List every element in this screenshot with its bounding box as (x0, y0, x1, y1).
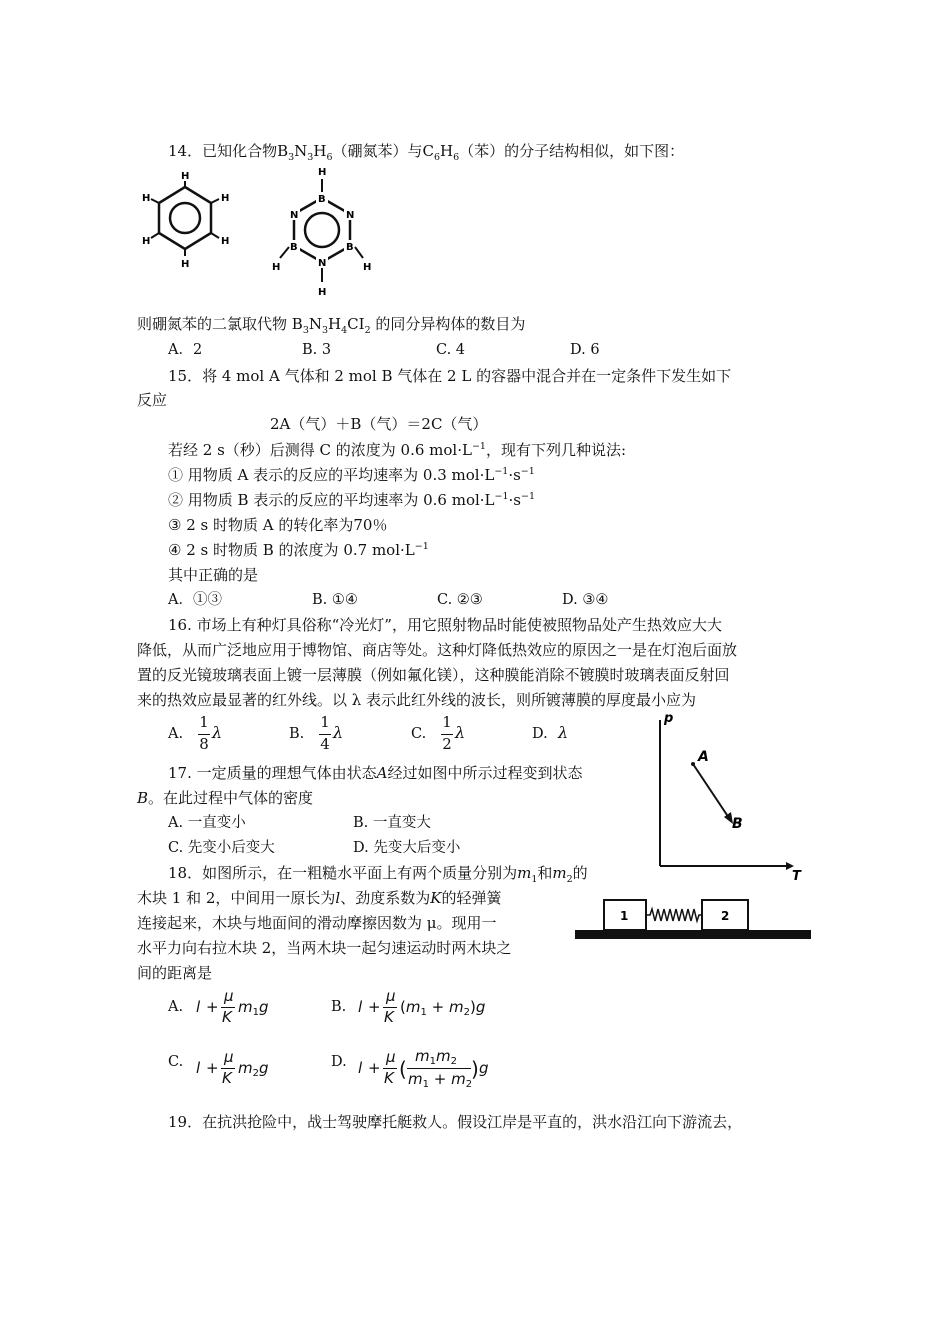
q14-question: 则硼氮苯的二氯取代物 $B_3N_3H_4CI_2$ 的同分异构体的数目为 (137, 315, 526, 336)
q18-option-b-formula: l + μ K $(m_1 + m_2)g$ (358, 987, 486, 1026)
temperature-axis-label: T (792, 869, 801, 884)
q15-statement-1: ① 用物质 A 表示的反应的平均速率为 0.3 $mol\cdot L^{-1}\cdot s^{-1}$ (168, 466, 535, 484)
q14-option-a: A．2 (168, 342, 203, 358)
boron-label: B (290, 242, 298, 253)
q17-stem-line2: B。在此过程中气体的密度 (137, 789, 314, 807)
q18-stem-line3: 连接起来，木块与地面间的滑动摩擦因数为 μ。现用一 (137, 914, 497, 932)
q15-option-a: A．①③ (168, 592, 222, 608)
hydrogen-label: H (221, 193, 230, 204)
q15-stem-line2: 反应 (137, 391, 168, 409)
q19-stem-line1: 19．在抗洪抢险中，战士驾驶摩托艇救人。假设江岸是平直的，洪水沿江向下游流去， (168, 1113, 743, 1131)
q17-option-d: D. 先变大后变小 (353, 840, 461, 856)
q16-stem-line2: 降低，从而广泛地应用于博物馆、商店等处。这种灯降低热效应的原因之一是在灯泡后面放 (137, 641, 738, 659)
state-b-label: B (732, 816, 743, 832)
q15-option-c: C. ②③ (437, 592, 483, 608)
q14-option-b: B. 3 (302, 342, 332, 358)
nitrogen-label: N (318, 258, 327, 269)
q16-option-b-formula: 1 4 λ (320, 713, 344, 753)
hydrogen-label: H (142, 193, 151, 204)
pressure-temperature-graph (648, 708, 808, 884)
q14-option-d: D. 6 (570, 342, 600, 358)
q15-question: 其中正确的是 (168, 566, 259, 584)
q15-option-d: D. ③④ (562, 592, 609, 608)
q18-stem-line4: 水平力向右拉木块 2，当两木块一起匀速运动时两木块之 (137, 939, 512, 957)
q17-stem-line1: 17. 一定质量的理想气体由状态A经过如图中所示过程变到状态 (168, 764, 583, 782)
block-2-label: 2 (721, 909, 730, 923)
state-a-label: A (698, 749, 709, 765)
q18-stem-line2: 木块 1 和 2，中间用一原长为l、劲度系数为K的轻弹簧 (137, 889, 502, 907)
hydrogen-label: H (318, 287, 327, 298)
q18-option-d-letter: D. (331, 1054, 347, 1070)
hydrogen-label: H (272, 262, 281, 273)
q17-option-b: B. 一直变大 (353, 815, 431, 831)
q16-option-b-letter: B. (289, 726, 305, 742)
block-1-label: 1 (620, 909, 629, 923)
q15-option-b: B. ①④ (312, 592, 358, 608)
hydrogen-label: H (318, 167, 327, 178)
q16-stem-line3: 置的反光镜玻璃表面上镀一层薄膜（例如氟化镁），这种膜能消除不镀膜时玻璃表面反射回 (137, 666, 730, 684)
boron-label: B (318, 194, 326, 205)
q16-option-d-letter: D. (532, 726, 548, 742)
nitrogen-label: N (290, 210, 299, 221)
pressure-axis-label: p (664, 711, 674, 726)
hydrogen-label: H (221, 236, 230, 247)
hydrogen-label: H (181, 259, 190, 270)
q18-option-a-formula: l + μ K $m_1g$ (196, 987, 269, 1026)
q15-equation: 2A（气）＋B（气）＝2C（气） (270, 415, 488, 433)
q18-stem-line1: 18．如图所示，在一粗糙水平面上有两个质量分别为$m_1$和$m_2$的 (168, 864, 588, 885)
hydrogen-label: H (142, 236, 151, 247)
q16-option-c-formula: 1 2 λ (442, 713, 466, 753)
q18-option-d-formula: l + μ K ( $m_1m_2$ $m_1 + m_2$ ) g (358, 1047, 489, 1090)
nitrogen-label: N (346, 210, 355, 221)
q18-option-c-formula: l + μ K $m_2g$ (196, 1048, 269, 1087)
q14-stem: 14．已知化合物$B_3N_3H_6$（硼氮苯）与$C_6H_6$（苯）的分子结构相似，如下图： (168, 142, 685, 163)
q18-stem-line5: 间的距离是 (137, 964, 213, 982)
q15-statement-4: ④ 2 s 时物质 B 的浓度为 0.7 $mol\cdot L^{-1}$ (168, 541, 429, 559)
q16-option-d-formula: λ (558, 723, 569, 742)
q16-stem-line1: 16. 市场上有种灯具俗称“冷光灯”，用它照射物品时能使被照物品处产生热效应大大 (168, 616, 722, 634)
hydrogen-label: H (363, 262, 372, 273)
q17-option-a: A. 一直变小 (168, 815, 246, 831)
q15-statement-3: ③ 2 s 时物质 A 的转化率为70％ (168, 516, 388, 534)
q15-statement-2: ② 用物质 B 表示的反应的平均速率为 0.6 $mol\cdot L^{-1}\cdot s^{-1}$ (168, 491, 536, 509)
q15-stem-line1: 15．将 4 mol A 气体和 2 mol B 气体在 2 L 的容器中混合并在一定条件下发生如下 (168, 367, 732, 385)
q16-option-a-letter: A. (168, 726, 184, 742)
borazine-structure-diagram (262, 160, 382, 305)
boron-label: B (346, 242, 354, 253)
q16-option-a-formula: 1 8 λ (199, 713, 223, 753)
hydrogen-label: H (181, 171, 190, 182)
benzene-structure-diagram (140, 170, 240, 285)
q18-option-b-letter: B. (331, 999, 347, 1015)
blocks-spring-figure (570, 890, 815, 942)
q17-option-c: C. 先变小后变大 (168, 840, 275, 856)
q15-condition: 若经 2 s（秒）后测得 C 的浓度为 0.6 $mol\cdot L^{-1}$，现有下列几种说法: (168, 441, 627, 459)
q16-stem-line4: 来的热效应最显著的红外线。以 λ 表示此红外线的波长，则所镀薄膜的厚度最小应为 (137, 691, 697, 709)
q18-option-c-letter: C. (168, 1054, 184, 1070)
q16-option-c-letter: C. (411, 726, 427, 742)
q14-option-c: C. 4 (436, 342, 466, 358)
q18-option-a-letter: A. (168, 999, 184, 1015)
